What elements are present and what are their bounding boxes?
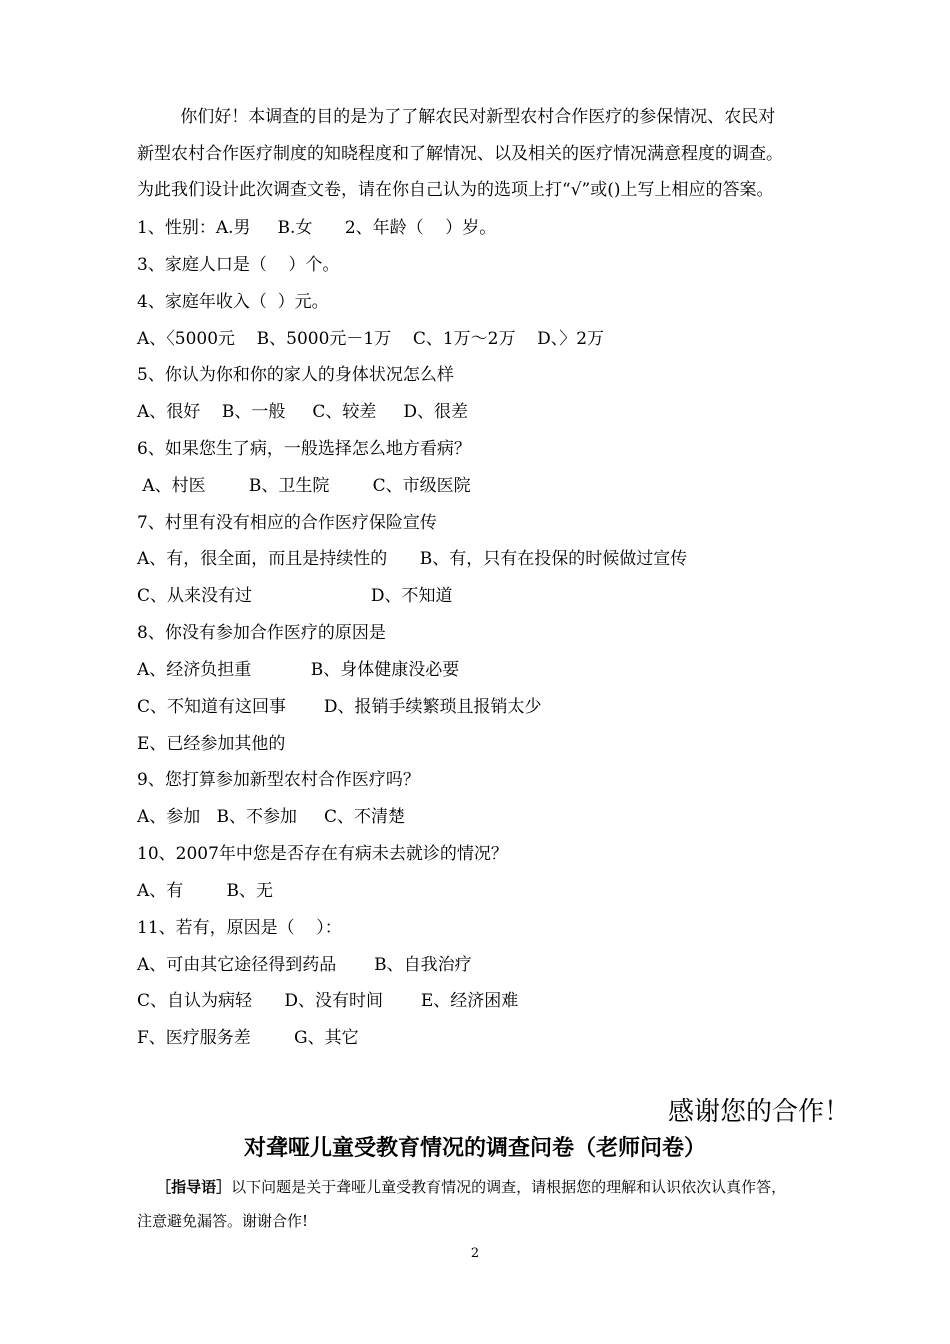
thanks-note: 感谢您的合作！ [667, 1097, 850, 1127]
intro-paragraph [137, 99, 877, 209]
question-line: 10、2007年中您是否存在有病未去就诊的情况？ [137, 844, 508, 864]
question-line: 3、家庭人口是（ ）个。 [137, 255, 340, 275]
option-line: F、医疗服务差 G、其它 [137, 1028, 359, 1048]
guide-paragraph [137, 1170, 867, 1238]
option-line: A、很好 B、一般 C、较差 D、很差 [137, 402, 469, 422]
option-line: C、不知道有这回事 D、报销手续繁琐且报销太少 [137, 697, 542, 717]
intro-line-2: 新型农村合作医疗制度的知晓程度和了解情况、以及相关的医疗情况满意程度的调查。 [137, 143, 783, 164]
next-survey-title: 对聋哑儿童受教育情况的调查问卷（老师问卷） [243, 1135, 706, 1161]
option-line: A、有，很全面，而且是持续性的 B、有，只有在投保的时候做过宣传 [137, 549, 688, 569]
intro-line-3: 为此我们设计此次调查文卷，请在你自己认为的选项上打“√”或()上写上相应的答案。 [137, 180, 774, 200]
question-line: 5、你认为你和你的家人的身体状况怎么样 [137, 365, 454, 385]
intro-line-1: 你们好！本调查的目的是为了了解农民对新型农村合作医疗的参保情况、农民对 [137, 107, 776, 127]
option-line: C、从来没有过 D、不知道 [137, 586, 453, 606]
question-line: 1、性别：A.男 B.女 2、年龄（ ）岁。 [137, 218, 497, 238]
guide-line-1 [137, 1170, 867, 1204]
option-line: A、村医 B、卫生院 C、市级医院 [137, 476, 471, 496]
option-line: E、已经参加其他的 [137, 734, 286, 754]
guide-line-1-text: 以下问题是关于聋哑儿童受教育情况的调查，请根据您的理解和认识依次认真作答， [231, 1178, 787, 1196]
question-line: 4、家庭年收入（ ）元。 [137, 292, 329, 312]
option-line: A、可由其它途径得到药品 B、自我治疗 [137, 955, 472, 975]
question-line: 9、您打算参加新型农村合作医疗吗？ [137, 770, 420, 790]
option-line: A、经济负担重 B、身体健康没必要 [137, 660, 460, 680]
guide-line-2: 注意避免漏答。谢谢合作! [137, 1212, 309, 1230]
option-line: C、自认为病轻 D、没有时间 E、经济困难 [137, 991, 519, 1011]
question-line: 11、若有，原因是（ ）： [137, 918, 342, 938]
option-line: A、有 B、无 [137, 881, 273, 901]
question-line: 8、你没有参加合作医疗的原因是 [137, 623, 386, 643]
question-line: 6、如果您生了病，一般选择怎么地方看病？ [137, 439, 471, 459]
question-line: 7、村里有没有相应的合作医疗保险宣传 [137, 513, 437, 533]
page-number: 2 [470, 1246, 480, 1261]
guide-tag: ［指导语］ [156, 1178, 232, 1196]
option-line: A、〈5000元 B、5000元－1万 C、1万～2万 D、〉2万 [137, 329, 605, 349]
option-line: A、参加 B、不参加 C、不清楚 [137, 807, 406, 827]
